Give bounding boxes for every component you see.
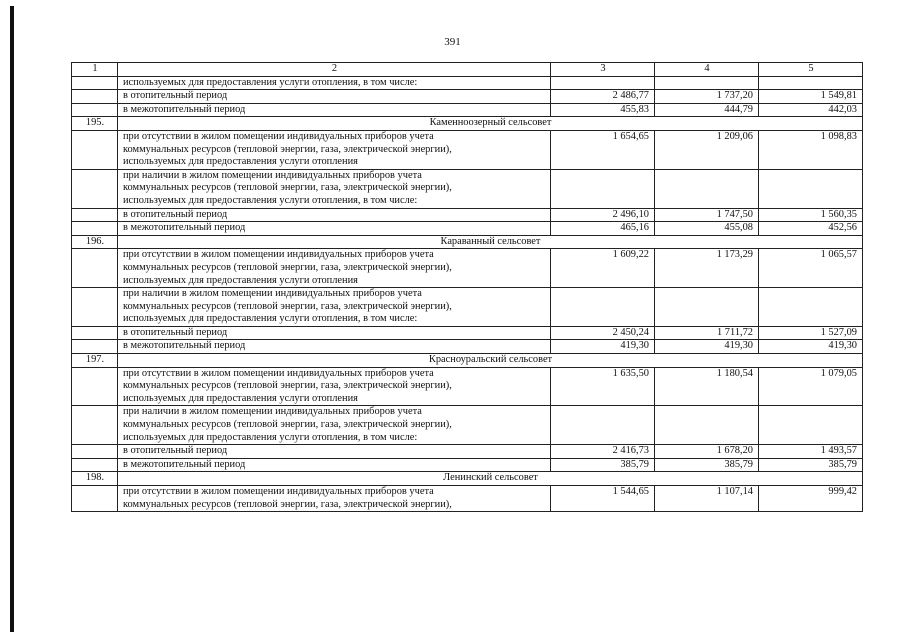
description-line: используемых для предоставления услуги отопления (123, 274, 358, 286)
value-col-3: 2 486,77 (551, 90, 655, 104)
section-row (72, 472, 863, 486)
description-line: коммунальных ресурсов (тепловой энергии, газа, электрической энергии), (123, 380, 452, 392)
section-number: 197. (72, 354, 118, 368)
row-index (72, 486, 118, 512)
description-line: при отсутствии в жилом помещении индивидуальных приборов учета (123, 367, 434, 379)
row-description: в отопительный период (118, 445, 551, 459)
value-col-5 (759, 76, 863, 90)
description-line: при наличии в жилом помещении индивидуальных приборов учета (123, 288, 422, 300)
value-col-3 (551, 288, 655, 327)
value-col-5: 419,30 (759, 340, 863, 354)
description-line: используемых для предоставления услуги отопления (123, 156, 358, 168)
value-col-4: 1 737,20 (655, 90, 759, 104)
row-description: в межотопительный период (118, 222, 551, 236)
row-description: в межотопительный период (118, 340, 551, 354)
row-index (72, 326, 118, 340)
row-description (118, 486, 551, 512)
value-col-5 (759, 406, 863, 445)
row-description: в межотопительный период (118, 458, 551, 472)
value-col-5: 385,79 (759, 458, 863, 472)
value-col-4 (655, 288, 759, 327)
table-row (72, 367, 863, 406)
binding-bar (10, 6, 14, 632)
section-row (72, 354, 863, 368)
description-line: при отсутствии в жилом помещении индивидуальных приборов учета (123, 130, 434, 142)
table-row (72, 222, 863, 236)
row-index (72, 288, 118, 327)
table-row (72, 76, 863, 90)
row-index (72, 103, 118, 117)
value-col-5: 999,42 (759, 486, 863, 512)
value-col-3: 2 416,73 (551, 445, 655, 459)
value-col-5: 1 079,05 (759, 367, 863, 406)
row-index (72, 367, 118, 406)
table-row (72, 486, 863, 512)
row-description: в отопительный период (118, 326, 551, 340)
row-index (72, 76, 118, 90)
value-col-3: 465,16 (551, 222, 655, 236)
section-number: 196. (72, 235, 118, 249)
row-description: в отопительный период (118, 90, 551, 104)
table-row (72, 326, 863, 340)
value-col-4: 419,30 (655, 340, 759, 354)
value-col-3: 1 654,65 (551, 130, 655, 169)
value-col-4: 385,79 (655, 458, 759, 472)
value-col-3 (551, 76, 655, 90)
description-line: коммунальных ресурсов (тепловой энергии, газа, электрической энергии), (123, 182, 452, 194)
header-col-3: 3 (551, 63, 655, 77)
row-index (72, 340, 118, 354)
description-line: коммунальных ресурсов (тепловой энергии, газа, электрической энергии), (123, 498, 452, 510)
description-line: используемых для предоставления услуги отопления, в том числе: (123, 194, 418, 206)
table-row (72, 406, 863, 445)
value-col-5 (759, 169, 863, 208)
header-col-5: 5 (759, 63, 863, 77)
table-row (72, 288, 863, 327)
row-description (118, 249, 551, 288)
value-col-3: 385,79 (551, 458, 655, 472)
table-row (72, 458, 863, 472)
tariff-table (71, 62, 863, 512)
description-line: при отсутствии в жилом помещении индивидуальных приборов учета (123, 486, 434, 497)
row-description (118, 76, 551, 90)
value-col-4 (655, 406, 759, 445)
section-row (72, 235, 863, 249)
row-index (72, 222, 118, 236)
section-row (72, 117, 863, 131)
table-header-row (72, 63, 863, 77)
value-col-4 (655, 76, 759, 90)
section-title: Красноуральский сельсовет (118, 354, 863, 368)
value-col-5: 1 549,81 (759, 90, 863, 104)
table-row (72, 208, 863, 222)
table-row (72, 249, 863, 288)
row-index (72, 458, 118, 472)
table-row (72, 340, 863, 354)
row-index (72, 445, 118, 459)
value-col-4: 1 678,20 (655, 445, 759, 459)
value-col-3: 1 609,22 (551, 249, 655, 288)
value-col-4: 1 747,50 (655, 208, 759, 222)
value-col-5: 1 065,57 (759, 249, 863, 288)
description-line: коммунальных ресурсов (тепловой энергии, газа, электрической энергии), (123, 419, 452, 431)
section-title: Караванный сельсовет (118, 235, 863, 249)
header-col-1: 1 (72, 63, 118, 77)
value-col-3: 419,30 (551, 340, 655, 354)
description-line: используемых для предоставления услуги отопления, в том числе: (123, 431, 418, 443)
row-description (118, 130, 551, 169)
value-col-5: 1 560,35 (759, 208, 863, 222)
description-line: при наличии в жилом помещении индивидуальных приборов учета (123, 169, 422, 181)
section-number: 195. (72, 117, 118, 131)
value-col-5: 452,56 (759, 222, 863, 236)
row-description: в межотопительный период (118, 103, 551, 117)
description-line: при отсутствии в жилом помещении индивидуальных приборов учета (123, 249, 434, 261)
value-col-3 (551, 406, 655, 445)
description-line: используемых для предоставления услуги отопления, в том числе: (123, 313, 418, 325)
row-index (72, 208, 118, 222)
value-col-4: 1 180,54 (655, 367, 759, 406)
section-title: Каменноозерный сельсовет (118, 117, 863, 131)
row-index (72, 169, 118, 208)
table-row (72, 103, 863, 117)
value-col-3 (551, 169, 655, 208)
header-col-2: 2 (118, 63, 551, 77)
value-col-3: 1 544,65 (551, 486, 655, 512)
row-index (72, 130, 118, 169)
value-col-4: 455,08 (655, 222, 759, 236)
value-col-5 (759, 288, 863, 327)
row-index (72, 90, 118, 104)
value-col-4: 444,79 (655, 103, 759, 117)
row-description: в отопительный период (118, 208, 551, 222)
value-col-5: 1 098,83 (759, 130, 863, 169)
value-col-3: 2 496,10 (551, 208, 655, 222)
section-number: 198. (72, 472, 118, 486)
value-col-4: 1 173,29 (655, 249, 759, 288)
section-title: Ленинский сельсовет (118, 472, 863, 486)
description-line: коммунальных ресурсов (тепловой энергии, газа, электрической энергии), (123, 300, 452, 312)
row-index (72, 406, 118, 445)
value-col-5: 442,03 (759, 103, 863, 117)
value-col-4: 1 209,06 (655, 130, 759, 169)
value-col-4: 1 107,14 (655, 486, 759, 512)
table-row (72, 445, 863, 459)
description-line: коммунальных ресурсов (тепловой энергии, газа, электрической энергии), (123, 143, 452, 155)
value-col-4 (655, 169, 759, 208)
header-col-4: 4 (655, 63, 759, 77)
value-col-3: 2 450,24 (551, 326, 655, 340)
description-line: коммунальных ресурсов (тепловой энергии, газа, электрической энергии), (123, 261, 452, 273)
description-line: используемых для предоставления услуги отопления (123, 392, 358, 404)
table-row (72, 130, 863, 169)
row-index (72, 249, 118, 288)
value-col-5: 1 493,57 (759, 445, 863, 459)
row-description (118, 367, 551, 406)
value-col-3: 1 635,50 (551, 367, 655, 406)
table-row (72, 169, 863, 208)
row-description (118, 169, 551, 208)
page-number: 391 (444, 36, 461, 48)
row-description (118, 406, 551, 445)
description-line: при наличии в жилом помещении индивидуальных приборов учета (123, 406, 422, 418)
value-col-4: 1 711,72 (655, 326, 759, 340)
description-line: используемых для предоставления услуги отопления, в том числе: (123, 76, 418, 88)
row-description (118, 288, 551, 327)
table-row (72, 90, 863, 104)
value-col-3: 455,83 (551, 103, 655, 117)
value-col-5: 1 527,09 (759, 326, 863, 340)
